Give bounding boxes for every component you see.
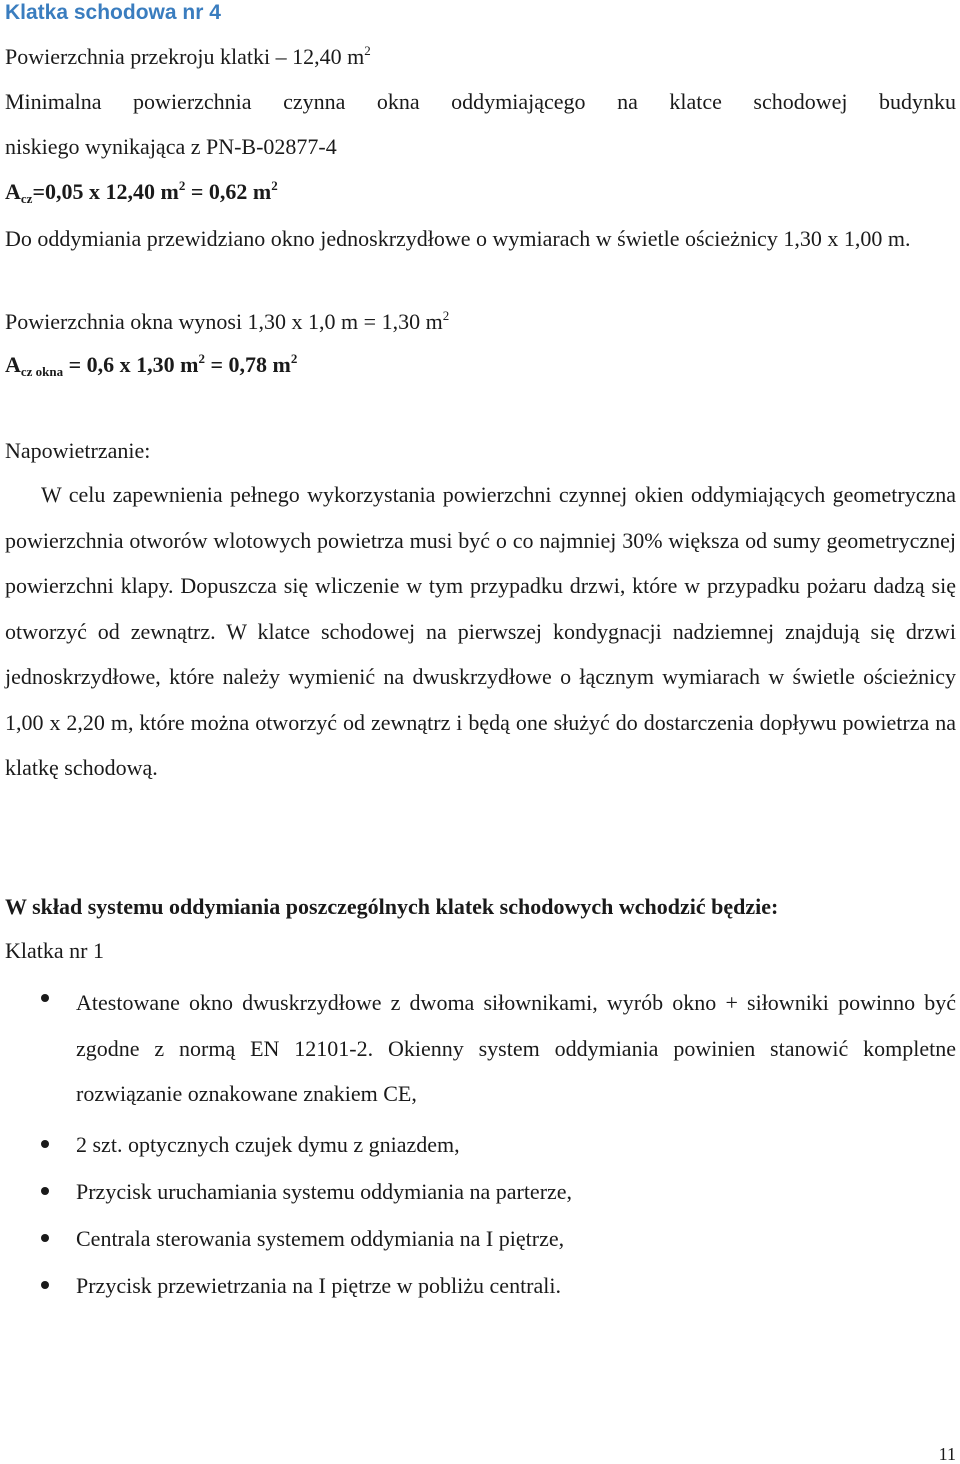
window-description: Do oddymiania przewidziano okno jednoskrzydłowe o wymiarach w świetle ościeżnicy 1,30 x 1,00 m. (5, 226, 911, 251)
formula-symbol: A (5, 179, 21, 204)
list-item-text: Centrala sterowania systemem oddymiania na I piętrze, (76, 1225, 565, 1251)
list-item-text: Atestowane okno dwuskrzydłowe z dwoma siłownikami, wyrób okno + siłowniki powinno być zgodne z normą EN 12101-2. Okienny system oddymiania powinien stanowić kompletne rozwiązanie oznakowane znakiem CE, (76, 990, 956, 1106)
list-item-text: 2 szt. optycznych czujek dymu z gniazdem, (76, 1131, 460, 1157)
formula-part-1: = 0,6 x 1,30 m (63, 352, 199, 377)
window-area-line (5, 309, 449, 335)
formula-exponent-1: 2 (198, 351, 206, 366)
min-area-line-2: niskiego wynikająca z PN-B-02877-4 (5, 134, 337, 159)
formula-subscript: cz okna (20, 364, 64, 379)
system-heading: W skład systemu oddymiania poszczególnych klatek schodowych wchodzić będzie: (5, 894, 779, 919)
equipment-list (5, 980, 956, 1314)
formula-part-1: =0,05 x 12,40 m (32, 179, 179, 204)
window-area-exponent: 2 (442, 308, 450, 323)
min-area-line-1: Minimalna powierzchnia czynna okna oddymiającego na klatce schodowej budynku (5, 89, 956, 114)
formula-acz (5, 179, 278, 205)
formula-exponent-2: 2 (271, 178, 278, 193)
formula-exponent-1: 2 (178, 178, 186, 193)
bullet-icon (41, 1234, 49, 1242)
list-item (5, 980, 956, 1117)
ventilation-paragraph: W celu zapewnienia pełnego wykorzystania powierzchni czynnej okien oddymiających geometryczna powierzchnia otworów wlotowych powietrza musi być o co najmniej 30% większa od sumy geometrycznej powierzchni klapy. Dopuszcza się wliczenie w tym przypadku drzwi, które w przypadku pożaru dadzą się otworzyć od zewnątrz. W klatce schodowej na pierwszej kondygnacji nadziemnej znajdują się drzwi jednoskrzydłowe, które należy wymienić na dwuskrzydłowe o łącznym wymiarach w świetle ościeżnicy 1,00 x 2,20 m, które można otworzyć od zewnątrz i będą one służyć do dostarczenia dopływu powietrza na klatkę schodową. (5, 482, 956, 780)
area-exponent: 2 (364, 43, 371, 58)
formula-acz-okna (5, 352, 297, 378)
ventilation-label: Napowietrzanie: (5, 438, 151, 463)
bullet-icon (41, 1140, 49, 1148)
list-item-text: Przycisk przewietrzania na I piętrze w pobliżu centrali. (76, 1272, 561, 1298)
bullet-icon (41, 994, 49, 1002)
bullet-icon (41, 1187, 49, 1195)
document-page (5, 0, 956, 1463)
bullet-icon (41, 1281, 49, 1289)
page-number: 11 (938, 1444, 956, 1464)
list-item (5, 1267, 956, 1305)
formula-subscript: cz (20, 191, 33, 206)
formula-symbol: A (5, 352, 21, 377)
stair-label: Klatka nr 1 (5, 938, 104, 963)
formula-part-2: = 0,62 m (185, 179, 272, 204)
formula-part-2: = 0,78 m (205, 352, 291, 377)
list-item (5, 1220, 956, 1258)
window-area-text: Powierzchnia okna wynosi 1,30 x 1,0 m = 1,30 m (5, 309, 443, 334)
cross-section-area-line (5, 44, 371, 70)
formula-exponent-2: 2 (290, 351, 298, 366)
section-heading: Klatka schodowa nr 4 (5, 1, 221, 24)
cross-section-area-text: Powierzchnia przekroju klatki – 12,40 m (5, 44, 365, 69)
list-item (5, 1173, 956, 1211)
list-item-text: Przycisk uruchamiania systemu oddymiania na parterze, (76, 1178, 573, 1204)
list-item (5, 1126, 956, 1164)
